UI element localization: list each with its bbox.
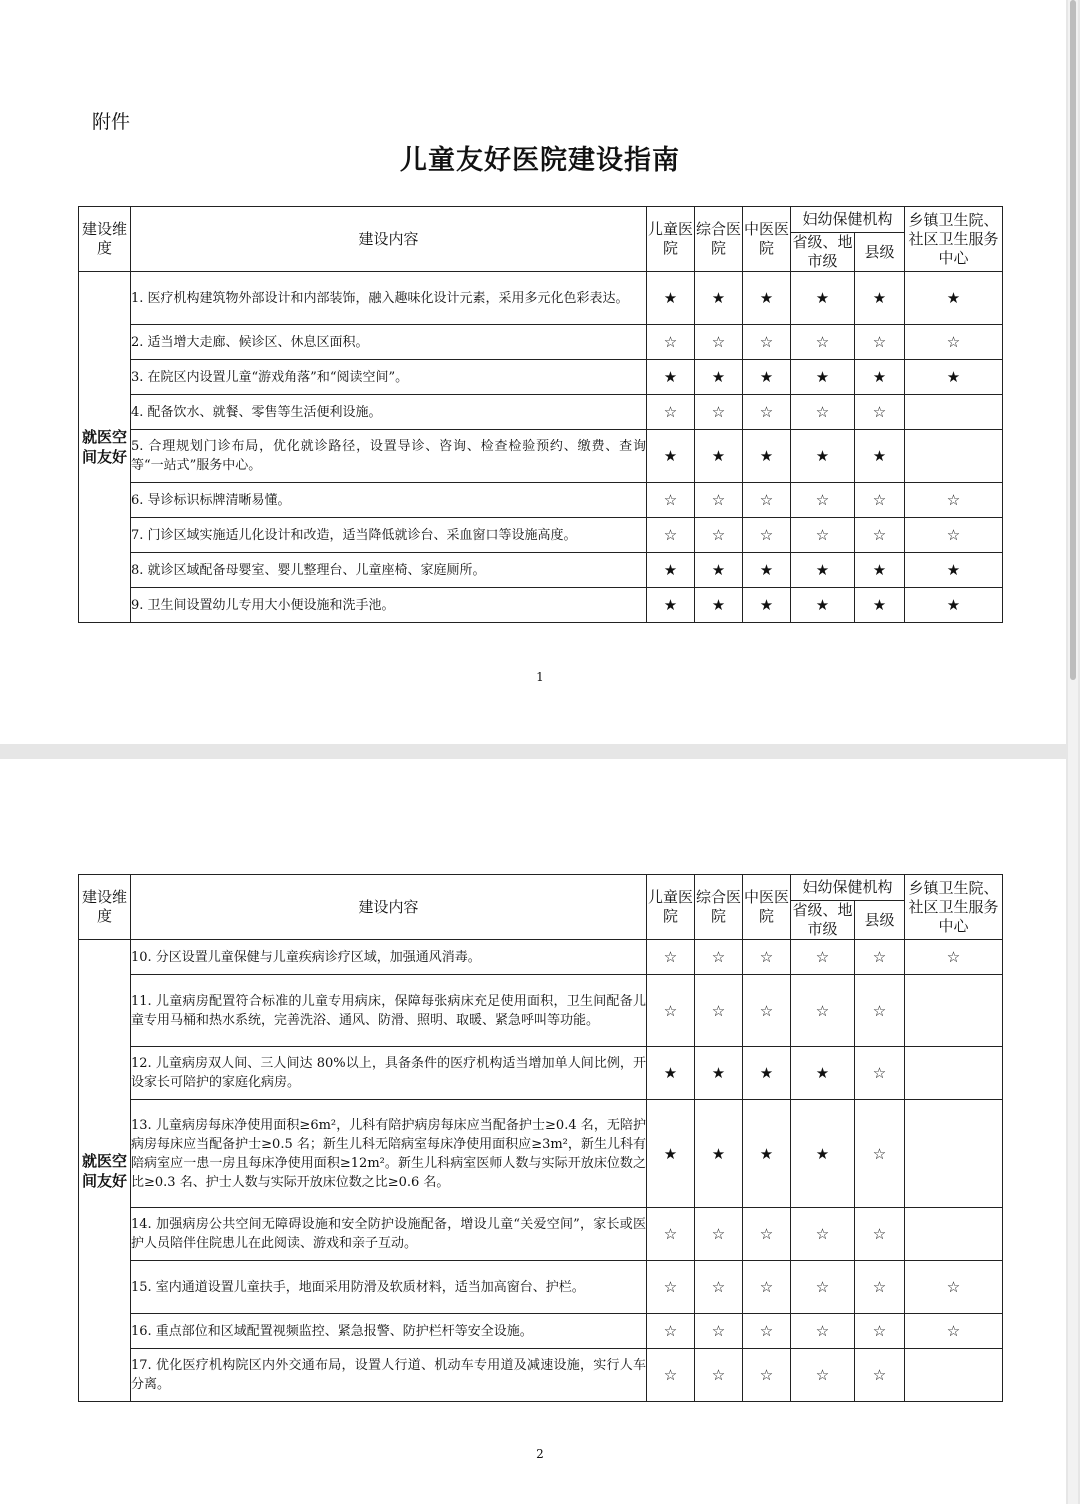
rating-mark: ☆ <box>743 395 791 430</box>
header-mch-county: 县级 <box>855 901 905 940</box>
rating-mark: ☆ <box>647 325 695 360</box>
header-tcm-hospital: 中医医院 <box>743 207 791 272</box>
content-cell: 12. 儿童病房双人间、三人间达 80%以上，具备条件的医疗机构适当增加单人间比例，开设家长可陪护的家庭化病房。 <box>131 1047 647 1100</box>
table-row <box>79 1314 1003 1349</box>
rating-mark: ★ <box>743 360 791 395</box>
rating-mark: ☆ <box>695 395 743 430</box>
table-row <box>79 1100 1003 1208</box>
rating-mark: ☆ <box>647 1208 695 1261</box>
rating-mark: ★ <box>695 553 743 588</box>
rating-mark: ☆ <box>855 940 905 975</box>
rating-mark: ☆ <box>647 1261 695 1314</box>
rating-mark: ☆ <box>647 1349 695 1402</box>
header-township: 乡镇卫生院、社区卫生服务中心 <box>905 875 1003 940</box>
table-row <box>79 1261 1003 1314</box>
rating-mark: ☆ <box>791 1349 855 1402</box>
rating-mark: ☆ <box>905 483 1003 518</box>
rating-mark: ★ <box>743 1047 791 1100</box>
rating-mark: ☆ <box>695 975 743 1047</box>
rating-mark: ★ <box>855 272 905 325</box>
rating-mark: ★ <box>695 1047 743 1100</box>
header-mch-provincial: 省级、地市级 <box>792 233 853 270</box>
rating-mark: ☆ <box>743 975 791 1047</box>
rating-mark: ☆ <box>695 325 743 360</box>
rating-mark: ★ <box>647 1100 695 1208</box>
rating-mark: ☆ <box>695 1314 743 1349</box>
rating-mark: ☆ <box>791 1208 855 1261</box>
content-cell: 15. 室内通道设置儿童扶手，地面采用防滑及软质材料，适当加高窗台、护栏。 <box>131 1261 647 1314</box>
rating-mark: ☆ <box>743 483 791 518</box>
table-row <box>79 518 1003 553</box>
rating-mark: ★ <box>905 272 1003 325</box>
rating-mark: ☆ <box>855 1349 905 1402</box>
rating-mark <box>905 975 1003 1047</box>
header-mch-provincial: 省级、地市级 <box>792 901 853 938</box>
rating-mark: ☆ <box>855 1047 905 1100</box>
rating-mark: ☆ <box>855 483 905 518</box>
document-page-1 <box>0 0 1066 744</box>
rating-mark: ★ <box>647 1047 695 1100</box>
table-row <box>79 272 1003 325</box>
content-cell: 10. 分区设置儿童保健与儿童疾病诊疗区域，加强通风消毒。 <box>131 940 647 975</box>
content-cell: 1. 医疗机构建筑物外部设计和内部装饰，融入趣味化设计元素，采用多元化色彩表达。 <box>131 272 647 325</box>
page-number: 1 <box>536 670 544 684</box>
rating-mark: ☆ <box>743 940 791 975</box>
table-row <box>79 1047 1003 1100</box>
content-cell: 3. 在院区内设置儿童“游戏角落”和“阅读空间”。 <box>131 360 647 395</box>
rating-mark: ★ <box>855 588 905 623</box>
rating-mark <box>905 1208 1003 1261</box>
rating-mark: ★ <box>647 272 695 325</box>
rating-mark: ★ <box>695 272 743 325</box>
rating-mark: ☆ <box>905 518 1003 553</box>
rating-mark: ★ <box>855 360 905 395</box>
rating-mark: ☆ <box>855 1208 905 1261</box>
rating-mark: ☆ <box>743 518 791 553</box>
rating-mark: ☆ <box>791 395 855 430</box>
rating-mark: ☆ <box>743 1261 791 1314</box>
content-cell: 14. 加强病房公共空间无障碍设施和安全防护设施配备，增设儿童“关爱空间”，家长或医护人员陪伴住院患儿在此阅读、游戏和亲子互动。 <box>131 1208 647 1261</box>
rating-mark: ★ <box>791 1047 855 1100</box>
rating-mark: ★ <box>743 553 791 588</box>
rating-mark: ☆ <box>647 940 695 975</box>
header-dimension: 建设维度 <box>79 875 131 940</box>
header-dimension: 建设维度 <box>79 207 131 272</box>
rating-mark: ★ <box>695 588 743 623</box>
rating-mark: ★ <box>743 1100 791 1208</box>
header-mch-county: 县级 <box>855 233 905 272</box>
table-row <box>79 1349 1003 1402</box>
rating-mark: ★ <box>791 360 855 395</box>
rating-mark: ☆ <box>791 940 855 975</box>
table-row <box>79 483 1003 518</box>
rating-mark: ★ <box>695 1100 743 1208</box>
header-content: 建设内容 <box>131 875 647 940</box>
rating-mark: ★ <box>647 360 695 395</box>
header-tcm-hospital: 中医医院 <box>743 875 791 940</box>
header-general-hospital: 综合医院 <box>695 207 743 272</box>
rating-mark: ★ <box>791 588 855 623</box>
rating-mark <box>905 1349 1003 1402</box>
rating-mark: ☆ <box>695 1261 743 1314</box>
rating-mark: ☆ <box>695 1208 743 1261</box>
rating-mark: ☆ <box>855 1261 905 1314</box>
rating-mark: ☆ <box>695 940 743 975</box>
table-row <box>79 395 1003 430</box>
page-number: 2 <box>536 1447 544 1461</box>
rating-mark: ☆ <box>905 325 1003 360</box>
rating-mark: ☆ <box>855 395 905 430</box>
rating-mark: ☆ <box>695 1349 743 1402</box>
header-township: 乡镇卫生院、社区卫生服务中心 <box>905 207 1003 272</box>
rating-mark: ☆ <box>791 975 855 1047</box>
document-page-2 <box>0 759 1066 1504</box>
table-row <box>79 430 1003 483</box>
rating-mark: ☆ <box>905 1314 1003 1349</box>
table-row <box>79 940 1003 975</box>
rating-mark: ★ <box>791 1100 855 1208</box>
header-content: 建设内容 <box>131 207 647 272</box>
header-children-hospital: 儿童医院 <box>647 875 695 940</box>
dimension-cell: 就医空间友好 <box>79 940 131 1402</box>
guide-table-page-1 <box>78 206 1003 623</box>
rating-mark: ☆ <box>791 325 855 360</box>
rating-mark <box>905 395 1003 430</box>
rating-mark: ★ <box>647 553 695 588</box>
header-general-hospital: 综合医院 <box>695 875 743 940</box>
rating-mark: ☆ <box>791 483 855 518</box>
content-cell: 8. 就诊区域配备母婴室、婴儿整理台、儿童座椅、家庭厕所。 <box>131 553 647 588</box>
header-mch-group: 妇幼保健机构 <box>791 207 905 233</box>
rating-mark: ★ <box>791 430 855 483</box>
dimension-cell: 就医空间友好 <box>79 272 131 623</box>
rating-mark: ★ <box>855 553 905 588</box>
rating-mark: ☆ <box>791 1314 855 1349</box>
header-children-hospital: 儿童医院 <box>647 207 695 272</box>
table-row <box>79 1208 1003 1261</box>
rating-mark: ☆ <box>905 1261 1003 1314</box>
content-cell: 5. 合理规划门诊布局，优化就诊路径，设置导诊、咨询、检查检验预约、缴费、查询等“一站式”服务中心。 <box>131 430 647 483</box>
content-cell: 7. 门诊区域实施适儿化设计和改造，适当降低就诊台、采血窗口等设施高度。 <box>131 518 647 553</box>
rating-mark: ☆ <box>743 325 791 360</box>
rating-mark: ☆ <box>743 1208 791 1261</box>
rating-mark: ★ <box>791 553 855 588</box>
rating-mark: ☆ <box>855 1314 905 1349</box>
content-cell: 2. 适当增大走廊、候诊区、休息区面积。 <box>131 325 647 360</box>
rating-mark: ☆ <box>791 518 855 553</box>
table-row <box>79 360 1003 395</box>
rating-mark: ★ <box>905 360 1003 395</box>
rating-mark: ☆ <box>695 518 743 553</box>
table-row <box>79 553 1003 588</box>
rating-mark: ★ <box>743 430 791 483</box>
rating-mark <box>905 1100 1003 1208</box>
rating-mark: ☆ <box>695 483 743 518</box>
rating-mark: ☆ <box>647 483 695 518</box>
table-row <box>79 588 1003 623</box>
content-cell: 9. 卫生间设置幼儿专用大小便设施和洗手池。 <box>131 588 647 623</box>
rating-mark: ☆ <box>855 518 905 553</box>
vertical-scrollbar[interactable] <box>1068 0 1078 1504</box>
rating-mark: ★ <box>905 553 1003 588</box>
attachment-label: 附件 <box>92 111 131 133</box>
content-cell: 4. 配备饮水、就餐、零售等生活便利设施。 <box>131 395 647 430</box>
rating-mark <box>905 430 1003 483</box>
rating-mark: ☆ <box>647 975 695 1047</box>
guide-table-page-2 <box>78 874 1003 1402</box>
rating-mark: ☆ <box>855 325 905 360</box>
document-title: 儿童友好医院建设指南 <box>400 145 680 176</box>
rating-mark <box>905 1047 1003 1100</box>
rating-mark: ☆ <box>855 1100 905 1208</box>
rating-mark: ★ <box>855 430 905 483</box>
content-cell: 13. 儿童病房每床净使用面积≥6m²，儿科有陪护病房每床应当配备护士≥0.4 名，无陪护病房每床应当配备护士≥0.5 名；新生儿科无陪病室每床净使用面积应≥3m²，新生儿科有陪病室应一患一房且每床净使用面积≥12m²。新生儿科病室医师人数与实际开放床位数之比≥0.3 名、护士人数与实际开放床位数之比≥0.6 名。 <box>131 1100 647 1208</box>
header-mch-group: 妇幼保健机构 <box>791 875 905 901</box>
rating-mark: ☆ <box>905 940 1003 975</box>
content-cell: 11. 儿童病房配置符合标准的儿童专用病床，保障每张病床充足使用面积，卫生间配备儿童专用马桶和热水系统，完善洗浴、通风、防滑、照明、取暖、紧急呼叫等功能。 <box>131 975 647 1047</box>
rating-mark: ☆ <box>647 518 695 553</box>
scrollbar-thumb[interactable] <box>1070 0 1076 680</box>
rating-mark: ★ <box>791 272 855 325</box>
rating-mark: ☆ <box>855 975 905 1047</box>
table-row <box>79 975 1003 1047</box>
rating-mark: ☆ <box>743 1314 791 1349</box>
rating-mark: ☆ <box>647 395 695 430</box>
rating-mark: ★ <box>695 360 743 395</box>
rating-mark: ☆ <box>647 1314 695 1349</box>
content-cell: 17. 优化医疗机构院区内外交通布局，设置人行道、机动车专用道及减速设施，实行人车分离。 <box>131 1349 647 1402</box>
rating-mark: ★ <box>905 588 1003 623</box>
rating-mark: ☆ <box>743 1349 791 1402</box>
rating-mark: ☆ <box>791 1261 855 1314</box>
table-row <box>79 325 1003 360</box>
rating-mark: ★ <box>743 588 791 623</box>
content-cell: 16. 重点部位和区域配置视频监控、紧急报警、防护栏杆等安全设施。 <box>131 1314 647 1349</box>
rating-mark: ★ <box>743 272 791 325</box>
content-cell: 6. 导诊标识标牌清晰易懂。 <box>131 483 647 518</box>
rating-mark: ★ <box>647 588 695 623</box>
rating-mark: ★ <box>695 430 743 483</box>
rating-mark: ★ <box>647 430 695 483</box>
